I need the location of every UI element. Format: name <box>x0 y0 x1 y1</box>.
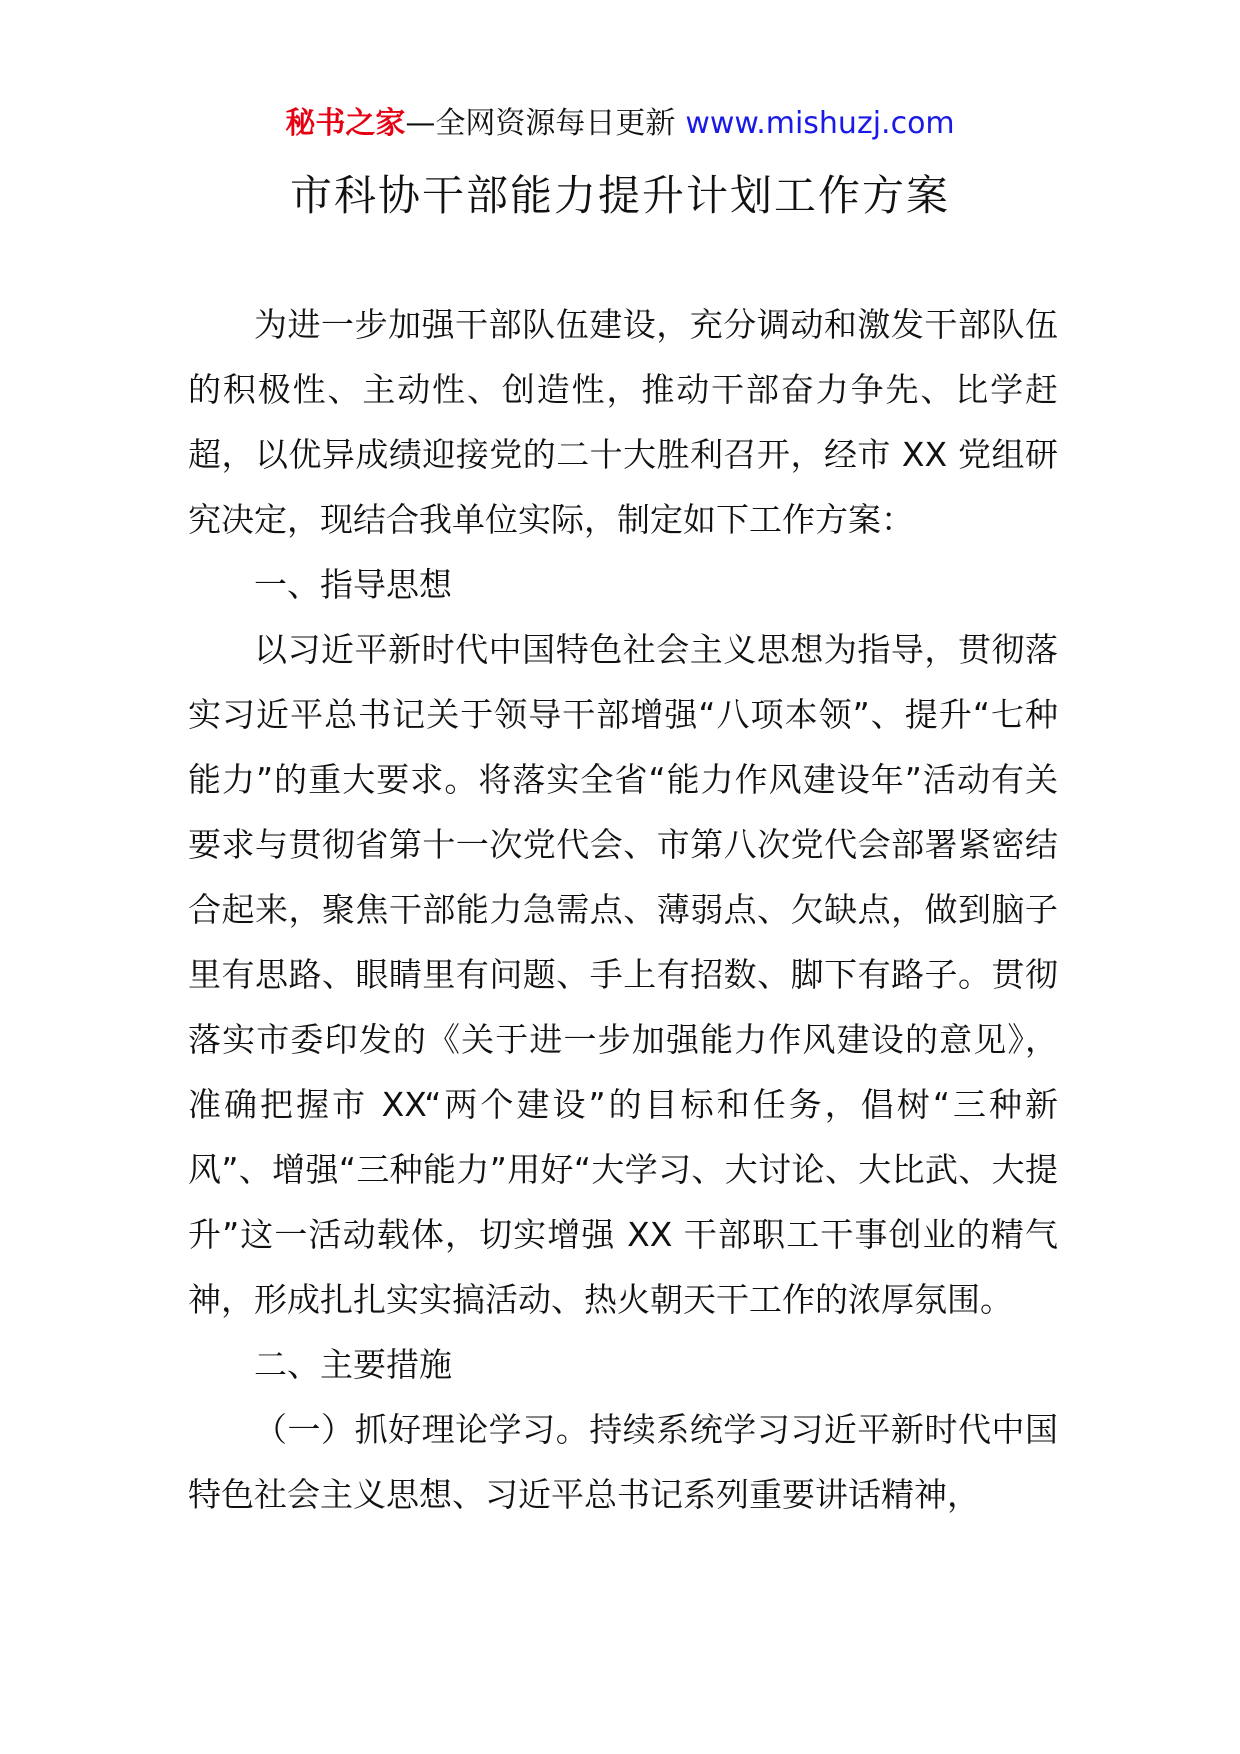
brand-slogan: —全网资源每日更新 <box>405 106 676 141</box>
measure-theory-study-paragraph: （一）抓好理论学习。持续系统学习习近平新时代中国特色社会主义思想、习近平总书记系列重要讲话精神， <box>188 1410 1058 1514</box>
document-title: 市科协干部能力提升计划工作方案 <box>289 171 950 220</box>
guiding-ideology-paragraph: 以习近平新时代中国特色社会主义思想为指导，贯彻落实习近平总书记关于领导干部增强“八项本领”、提升“七种能力”的重大要求。将落实全省“能力作风建设年”活动有关要求与贯彻省第十一次党代会、市第八次党代会部署紧密结合起来，聚焦干部能力急需点、薄弱点、欠缺点，做到脑子里有思路、眼睛里有问题、手上有招数、脚下有路子。贯彻落实市委印发的《关于进一步加强能力作风建设的意见》，准确把握市 XX“两个建设”的目标和任务，倡树“三种新风”、增强“三种能力”用好“大学习、大讨论、大比武、大提升”这一活动载体，切实增强 XX 干部职工干事创业的精气神，形成扎扎实实搞活动、热火朝天干工作的浓厚氛围。 <box>188 630 1058 1319</box>
section-heading-main-measures: 二、主要措施 <box>254 1345 452 1384</box>
section-heading-guiding-ideology: 一、指导思想 <box>254 565 452 604</box>
site-url-link[interactable]: www.mishuzj.com <box>685 106 955 141</box>
intro-paragraph: 为进一步加强干部队伍建设，充分调动和激发干部队伍的积极性、主动性、创造性，推动干部奋力争先、比学赶超，以优异成绩迎接党的二十大胜利召开，经市 XX 党组研究决定，现结合我单位实际，制定如下工作方案： <box>188 305 1058 539</box>
site-header <box>0 102 1240 146</box>
document-body <box>188 292 1058 1527</box>
brand-name: 秘书之家 <box>285 106 406 141</box>
